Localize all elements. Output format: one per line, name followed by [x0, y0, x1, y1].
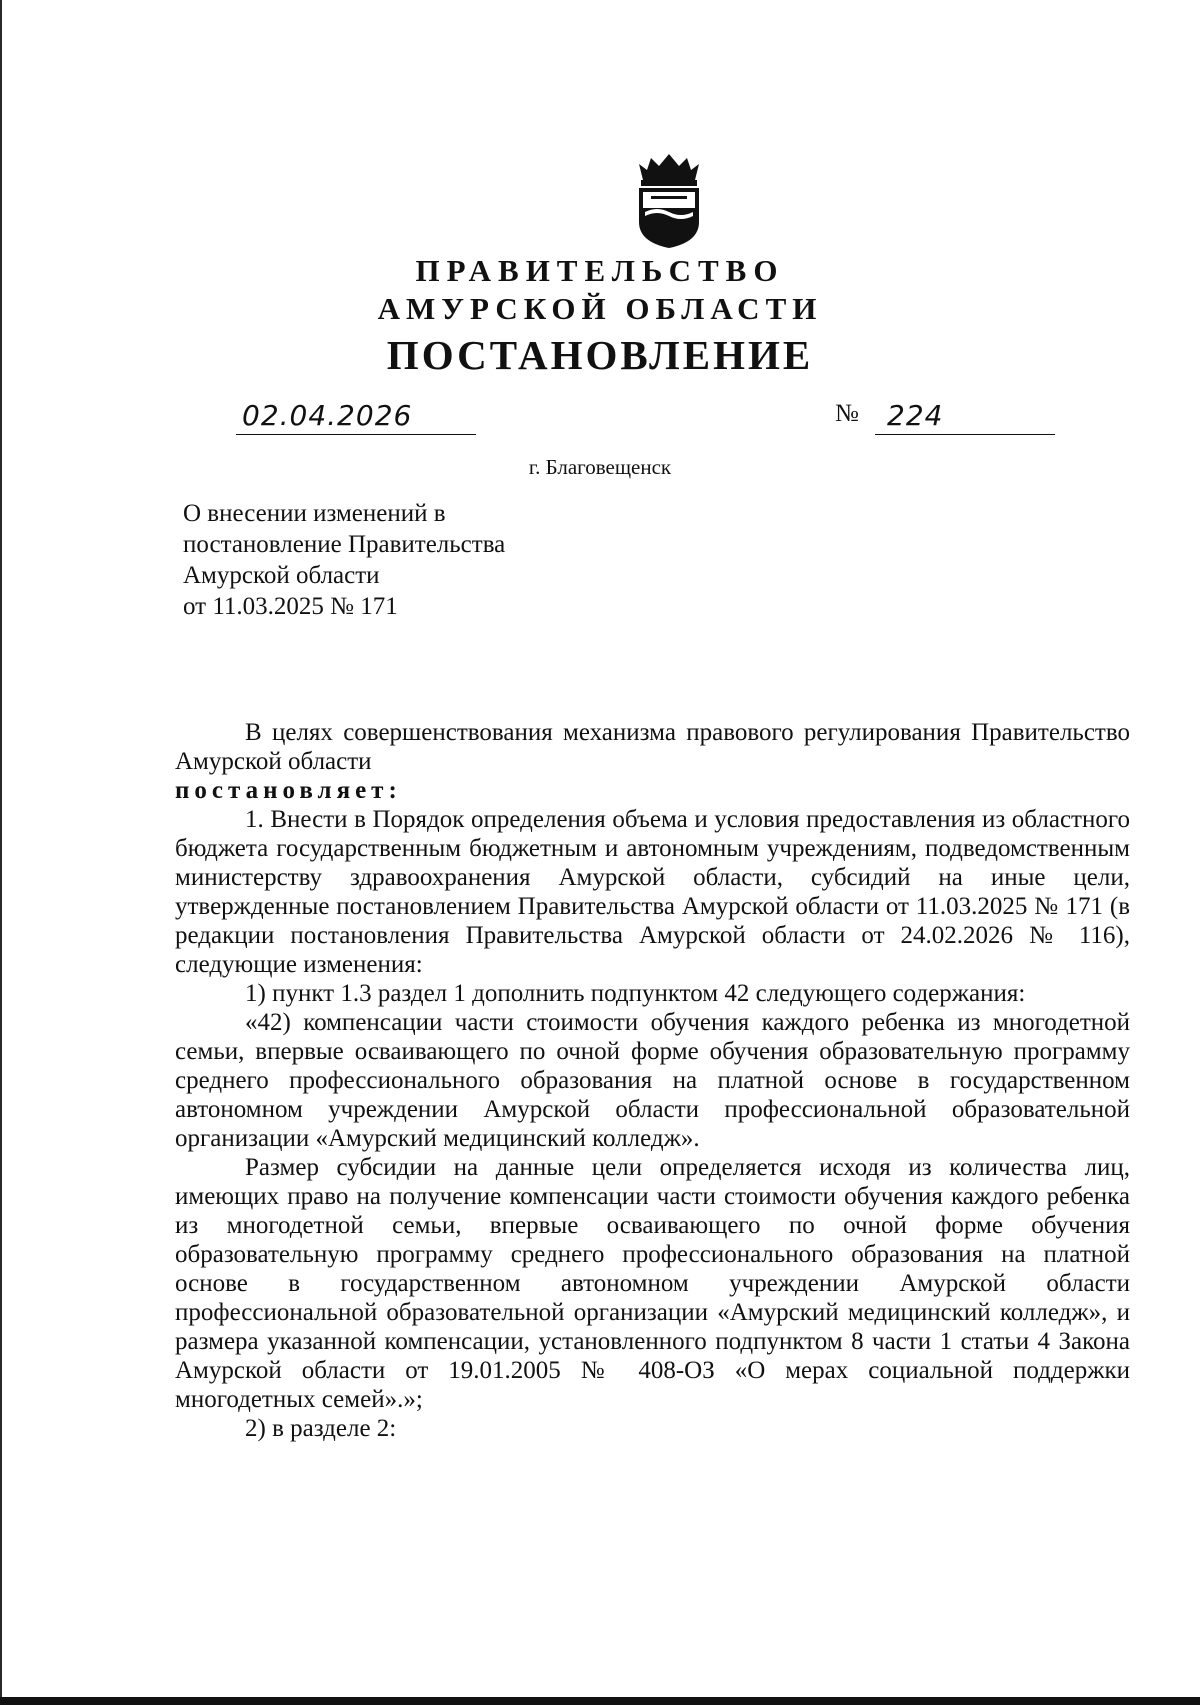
document-number-field	[875, 392, 1055, 435]
document-number-handwritten: 224	[887, 399, 944, 432]
item-1-1-quote-paragraph: «42) компенсации части стоимости обучения каждого ребенка из многодетной семьи, впервые осваивающего по очной форме обучения образовательную программу среднего профессионального образования на платной основе в государственном автономном учреждении Амурской области профессиональной образовательной организации «Амурский медицинский колледж».	[175, 1009, 1130, 1152]
document-type-title: ПОСТАНОВЛЕНИЕ	[386, 332, 814, 378]
preamble-paragraph: В целях совершенствования механизма правового регулирования Правительство Амурской области	[175, 719, 1130, 775]
document-date-field	[236, 392, 476, 435]
subject-line: О внесении изменений в	[183, 500, 446, 527]
city-line: г. Благовещенск	[528, 455, 672, 479]
item-1-paragraph: 1. Внести в Порядок определения объема и условия предоставления из областного бюджета государственным бюджетным и автономным учреждениям, подведомственным министерству здравоохранения Амурской области, субсидий на иные цели, утвержденные постановлением Правительства Амурской области от 11.03.2025 № 171 (в редакции постановления Правительства Амурской области от 24.02.2026 № 116), следующие изменения:	[175, 806, 1130, 978]
coat-of-arms-icon	[629, 150, 709, 250]
document-date-handwritten: 02.04.2026	[242, 399, 413, 432]
organization-name-line2: АМУРСКОЙ ОБЛАСТИ	[377, 291, 823, 326]
decree-word-text: постановляет:	[175, 777, 402, 804]
subject-line: от 11.03.2025 № 171	[183, 593, 398, 620]
subject-line: постановление Правительства	[183, 531, 506, 558]
subject-line: Амурской области	[183, 562, 380, 589]
item-1-2-paragraph: 2) в разделе 2:	[245, 1415, 397, 1442]
document-body	[175, 718, 1130, 1443]
subsidy-size-paragraph: Размер субсидии на данные цели определяется исходя из количества лиц, имеющих право на получение компенсации части стоимости обучения каждого ребенка из многодетной семьи, впервые осваивающего по очной форме обучения образовательную программу среднего профессионального образования на платной основе в государственном автономном учреждении Амурской области профессиональной образовательной организации «Амурский медицинский колледж», и размера указанной компенсации, установленного подпунктом 8 части 1 статьи 4 Закона Амурской области от 19.01.2005 № 408-ОЗ «О мерах социальной поддержки многодетных семей».»;	[175, 1154, 1130, 1413]
document-subject	[183, 498, 505, 622]
document-number-label: №	[835, 400, 859, 427]
item-1-1-paragraph: 1) пункт 1.3 раздел 1 дополнить подпунктом 42 следующего содержания:	[245, 980, 1026, 1007]
decree-word	[175, 776, 1130, 805]
organization-name-line1: ПРАВИТЕЛЬСТВО	[415, 253, 785, 288]
scan-edge-bottom	[0, 1697, 1200, 1705]
